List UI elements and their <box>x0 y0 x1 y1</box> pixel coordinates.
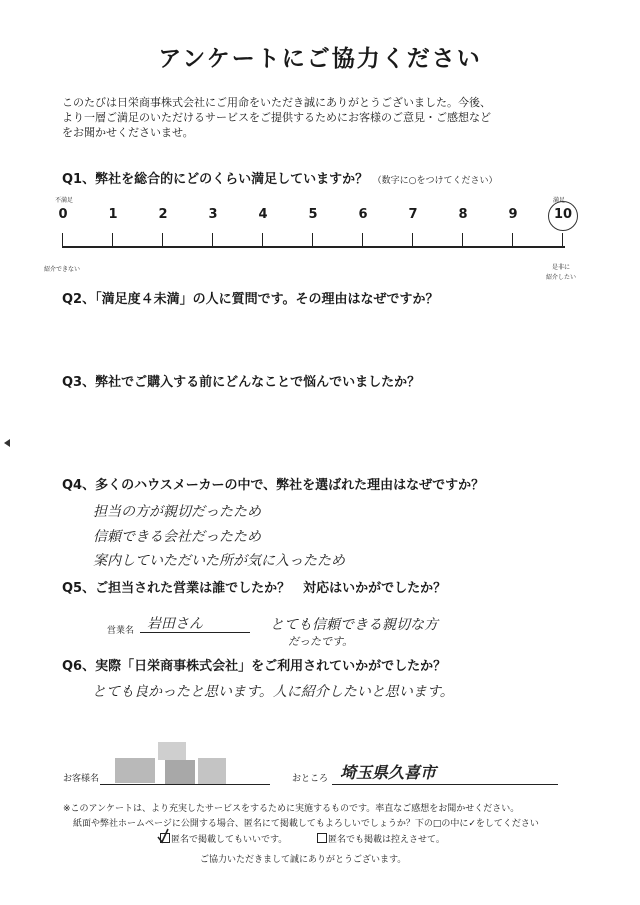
anonymous-option-decline[interactable] <box>317 832 445 845</box>
scale-label-recommend-line2: 紹介したい <box>546 274 577 281</box>
scale-tick <box>262 233 263 247</box>
q4-answer-2: 信頼できる会社だったため <box>93 529 261 545</box>
customer-name-label: お客様名 <box>63 774 100 784</box>
scale-number-5[interactable]: 5 <box>308 207 318 222</box>
scale-tick <box>412 233 413 247</box>
scale-tick <box>562 233 563 247</box>
scale-tick <box>62 233 63 247</box>
survey-title: アンケートにご協力ください <box>158 46 482 72</box>
scale-tick <box>462 233 463 247</box>
anonymous-option-ok-label: 匿名で掲載してもいいです。 <box>171 835 288 845</box>
intro-line: をお聞かせくださいませ。 <box>62 126 194 139</box>
scale-tick <box>512 233 513 247</box>
question-4: Q4、多くのハウスメーカーの中で、弊社を選ばれた理由はなぜですか？ <box>62 478 485 493</box>
question-1-hint: （数字に○をつけてください） <box>372 176 498 186</box>
satisfaction-scale-numbers <box>0 207 640 227</box>
scale-tick <box>112 233 113 247</box>
q5-comment-line1: とても信頼できる親切な方 <box>270 617 438 633</box>
scale-label-cannot-recommend: 紹介できない <box>44 266 81 273</box>
intro-line: より一層ご満足のいただけるサービスをご提供するためにお客様のご意見・ご感想など <box>62 111 491 124</box>
scale-number-1[interactable]: 1 <box>108 207 118 222</box>
scale-tick <box>362 233 363 247</box>
address-underline <box>332 784 558 785</box>
checkbox-icon[interactable] <box>317 833 327 843</box>
thanks-text: ご協力いただきまして誠にありがとうございます。 <box>200 855 407 865</box>
left-arrow-icon <box>4 439 10 447</box>
anonymous-option-decline-label: 匿名でも掲載は控えさせて。 <box>328 835 445 845</box>
checkmark-icon <box>157 828 169 844</box>
question-1 <box>62 168 498 187</box>
scale-tick <box>312 233 313 247</box>
scale-label-dissatisfied: 不満足 <box>55 197 74 204</box>
address-value: 埼玉県久喜市 <box>340 763 437 782</box>
question-2: Q2、「満足度４未満」の人に質問です。その理由はなぜですか？ <box>62 292 439 307</box>
scale-number-4[interactable]: 4 <box>258 207 268 222</box>
note-line1: ※このアンケートは、より充実したサービスをするために実施するものです。率直なご感想をお聞かせください。 <box>63 804 520 814</box>
scale-number-6[interactable]: 6 <box>358 207 368 222</box>
q4-answer-3: 案内していただいた所が気に入ったため <box>93 553 345 569</box>
question-6: Q6、実際「日栄商事株式会社」をご利用されていかがでしたか？ <box>62 659 447 674</box>
redacted-name-block <box>165 760 195 784</box>
sales-name-underline <box>140 632 250 633</box>
note-line2: 紙面や弊社ホームページに公開する場合、匿名にて掲載してもよろしいでしょうか？下の□の中に✓をしてください <box>73 819 539 829</box>
scale-number-3[interactable]: 3 <box>208 207 218 222</box>
intro-text <box>62 95 582 140</box>
redacted-name-block <box>158 742 186 760</box>
scale-number-7[interactable]: 7 <box>408 207 418 222</box>
q6-answer: とても良かったと思います。人に紹介したいと思います。 <box>92 684 454 700</box>
intro-line: このたびは日栄商事株式会社にご用命をいただき誠にありがとうございました。今後、 <box>62 96 491 109</box>
question-5: Q5、ご担当された営業は誰でしたか？ 対応はいかがでしたか？ <box>62 581 447 596</box>
address-label: おところ <box>292 774 329 784</box>
scale-number-2[interactable]: 2 <box>158 207 168 222</box>
scale-label-satisfied: 満足 <box>553 197 566 204</box>
satisfaction-scale-line <box>62 246 565 248</box>
q4-answer-1: 担当の方が親切だったため <box>93 504 261 520</box>
q5-comment-line2: だったです。 <box>288 635 354 648</box>
anonymous-option-ok[interactable] <box>160 832 287 845</box>
customer-name-underline <box>100 784 270 785</box>
scale-number-0[interactable]: 0 <box>58 207 68 222</box>
scale-label-recommend-line1: 是非に <box>552 264 571 271</box>
scale-number-10[interactable]: 10 <box>553 207 573 222</box>
redacted-name-block <box>115 758 155 783</box>
sales-name-label: 営業名 <box>107 626 135 636</box>
scale-tick <box>212 233 213 247</box>
selected-score-circle <box>548 201 578 231</box>
sales-name-value: 岩田さん <box>147 616 203 632</box>
question-3: Q3、弊社でご購入する前にどんなことで悩んでいましたか？ <box>62 375 421 390</box>
redacted-name-block <box>198 758 226 784</box>
scale-tick <box>162 233 163 247</box>
scale-number-8[interactable]: 8 <box>458 207 468 222</box>
question-1-text: Q1、弊社を総合的にどのくらい満足していますか？ <box>62 172 369 187</box>
scale-number-9[interactable]: 9 <box>508 207 518 222</box>
